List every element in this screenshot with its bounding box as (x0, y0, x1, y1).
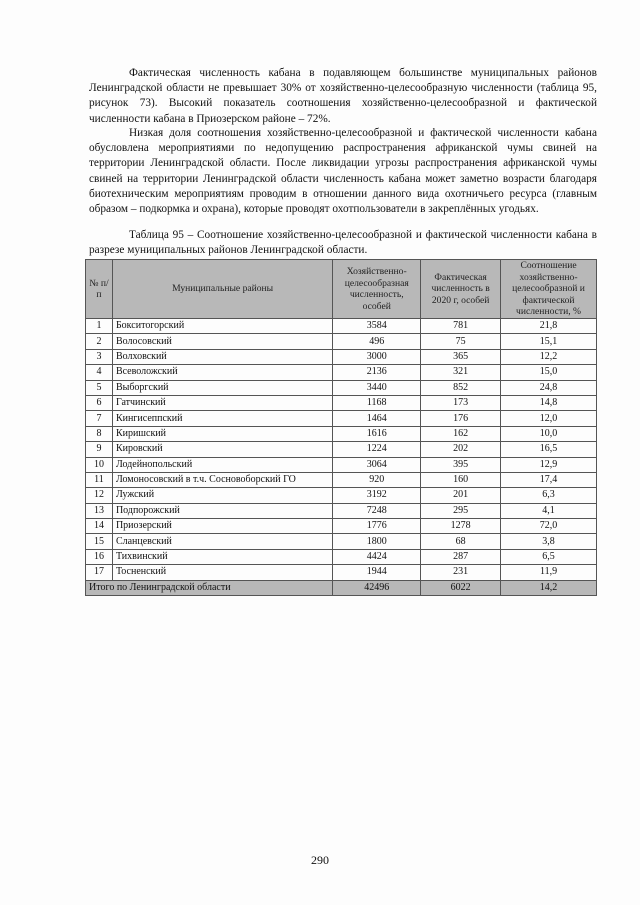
row-number: 8 (86, 426, 113, 441)
actual-population: 231 (421, 565, 501, 580)
target-population: 1464 (333, 411, 421, 426)
ratio-percent: 11,9 (501, 565, 597, 580)
district-name: Приозерский (112, 519, 332, 534)
table-row (86, 365, 597, 380)
target-population: 3440 (333, 380, 421, 395)
district-name: Лужский (112, 488, 332, 503)
district-name: Волховский (112, 349, 332, 364)
actual-population: 68 (421, 534, 501, 549)
row-number: 15 (86, 534, 113, 549)
ratio-percent: 4,1 (501, 503, 597, 518)
table-row (86, 549, 597, 564)
actual-population: 1278 (421, 519, 501, 534)
target-population: 1800 (333, 534, 421, 549)
table-row (86, 319, 597, 334)
actual-population: 287 (421, 549, 501, 564)
ratio-percent: 17,4 (501, 472, 597, 487)
district-name: Ломоносовский в т.ч. Сосновоборский ГО (112, 472, 332, 487)
ratio-percent: 24,8 (501, 380, 597, 395)
row-number: 4 (86, 365, 113, 380)
ratio-percent: 12,0 (501, 411, 597, 426)
table-row (86, 534, 597, 549)
target-population: 1224 (333, 442, 421, 457)
total-target-population: 42496 (333, 580, 421, 595)
actual-population: 160 (421, 472, 501, 487)
district-name: Гатчинский (112, 395, 332, 410)
paragraph-text: Фактическая численность кабана в подавляющем большинстве муниципальных районов Ленинградской области не превышает 30% от хозяйственно-целесообразную численности (таблица 95, рисунок 73). Высокий показатель соотношения хозяйственно-целесообразной и фактической численности кабана в Приозерском районе – 72%. (89, 67, 597, 125)
ratio-percent: 14,8 (501, 395, 597, 410)
table-row (86, 519, 597, 534)
row-number: 12 (86, 488, 113, 503)
target-population: 496 (333, 334, 421, 349)
target-population: 3000 (333, 349, 421, 364)
actual-population: 395 (421, 457, 501, 472)
table-row (86, 380, 597, 395)
actual-population: 365 (421, 349, 501, 364)
target-population: 2136 (333, 365, 421, 380)
ratio-percent: 16,5 (501, 442, 597, 457)
table-row (86, 442, 597, 457)
row-number: 3 (86, 349, 113, 364)
actual-population: 173 (421, 395, 501, 410)
district-name: Кировский (112, 442, 332, 457)
table-body (86, 319, 597, 596)
row-number: 2 (86, 334, 113, 349)
target-population: 3064 (333, 457, 421, 472)
row-number: 6 (86, 395, 113, 410)
ratio-percent: 6,3 (501, 488, 597, 503)
total-ratio-percent: 14,2 (501, 580, 597, 595)
paragraph-1 (89, 66, 597, 127)
boar-population-table (85, 259, 597, 596)
row-number: 11 (86, 472, 113, 487)
header-number: № п/п (86, 260, 113, 319)
row-number: 5 (86, 380, 113, 395)
target-population: 3192 (333, 488, 421, 503)
district-name: Выборгский (112, 380, 332, 395)
table-row (86, 395, 597, 410)
ratio-percent: 72,0 (501, 519, 597, 534)
ratio-percent: 3,8 (501, 534, 597, 549)
table-row (86, 334, 597, 349)
header-target-population: Хозяйственно-целесообразная численность, особей (333, 260, 421, 319)
district-name: Волосовский (112, 334, 332, 349)
header-ratio: Соотношение хозяйственно-целесообразной и фактической численности, % (501, 260, 597, 319)
row-number: 9 (86, 442, 113, 457)
target-population: 1616 (333, 426, 421, 441)
table-caption-text: Таблица 95 – Соотношение хозяйственно-целесообразной и фактической численности кабана в разрезе муниципальных районов Ленинградской области. (89, 229, 597, 257)
ratio-percent: 15,0 (501, 365, 597, 380)
header-district: Муниципальные районы (112, 260, 332, 319)
table-row (86, 488, 597, 503)
row-number: 17 (86, 565, 113, 580)
table-row (86, 503, 597, 518)
actual-population: 162 (421, 426, 501, 441)
ratio-percent: 12,2 (501, 349, 597, 364)
ratio-percent: 21,8 (501, 319, 597, 334)
total-label: Итого по Ленинградской области (86, 580, 333, 595)
actual-population: 295 (421, 503, 501, 518)
actual-population: 202 (421, 442, 501, 457)
total-actual-population: 6022 (421, 580, 501, 595)
table-row (86, 426, 597, 441)
district-name: Бокситогорский (112, 319, 332, 334)
district-name: Киришский (112, 426, 332, 441)
paragraph-2 (89, 126, 597, 217)
row-number: 13 (86, 503, 113, 518)
table-row (86, 411, 597, 426)
table-row (86, 565, 597, 580)
actual-population: 852 (421, 380, 501, 395)
actual-population: 75 (421, 334, 501, 349)
row-number: 1 (86, 319, 113, 334)
row-number: 14 (86, 519, 113, 534)
ratio-percent: 12,9 (501, 457, 597, 472)
table-row (86, 457, 597, 472)
ratio-percent: 10,0 (501, 426, 597, 441)
table-total-row (86, 580, 597, 595)
target-population: 3584 (333, 319, 421, 334)
row-number: 7 (86, 411, 113, 426)
target-population: 920 (333, 472, 421, 487)
header-actual-population: Фактическая численность в 2020 г, особей (421, 260, 501, 319)
district-name: Кингисеппский (112, 411, 332, 426)
district-name: Всеволожский (112, 365, 332, 380)
target-population: 7248 (333, 503, 421, 518)
actual-population: 201 (421, 488, 501, 503)
paragraph-text: Низкая доля соотношения хозяйственно-целесообразной и фактической численности кабана обусловлена мероприятиями по недопущению распространения африканской чумы свиней на территории Ленинградской области. После ликвидации угрозы распространения африканской чумы свиней на территории Ленинградской области численность кабана может заметно возрасти благодаря биотехническим мероприятиям проводим в отношении данного вида охотничьего ресурса (главным образом – подкормка и охрана), которые проводят охотпользователи в закреплённых угодьях. (89, 127, 597, 216)
ratio-percent: 6,5 (501, 549, 597, 564)
target-population: 4424 (333, 549, 421, 564)
district-name: Подпорожский (112, 503, 332, 518)
target-population: 1168 (333, 395, 421, 410)
table-header-row (86, 260, 597, 319)
district-name: Тихвинский (112, 549, 332, 564)
district-name: Тосненский (112, 565, 332, 580)
actual-population: 176 (421, 411, 501, 426)
district-name: Сланцевский (112, 534, 332, 549)
actual-population: 321 (421, 365, 501, 380)
target-population: 1776 (333, 519, 421, 534)
table-caption (89, 228, 597, 258)
target-population: 1944 (333, 565, 421, 580)
table-row (86, 349, 597, 364)
row-number: 10 (86, 457, 113, 472)
page-number: 290 (311, 853, 329, 867)
row-number: 16 (86, 549, 113, 564)
district-name: Лодейнопольский (112, 457, 332, 472)
table-row (86, 472, 597, 487)
actual-population: 781 (421, 319, 501, 334)
ratio-percent: 15,1 (501, 334, 597, 349)
